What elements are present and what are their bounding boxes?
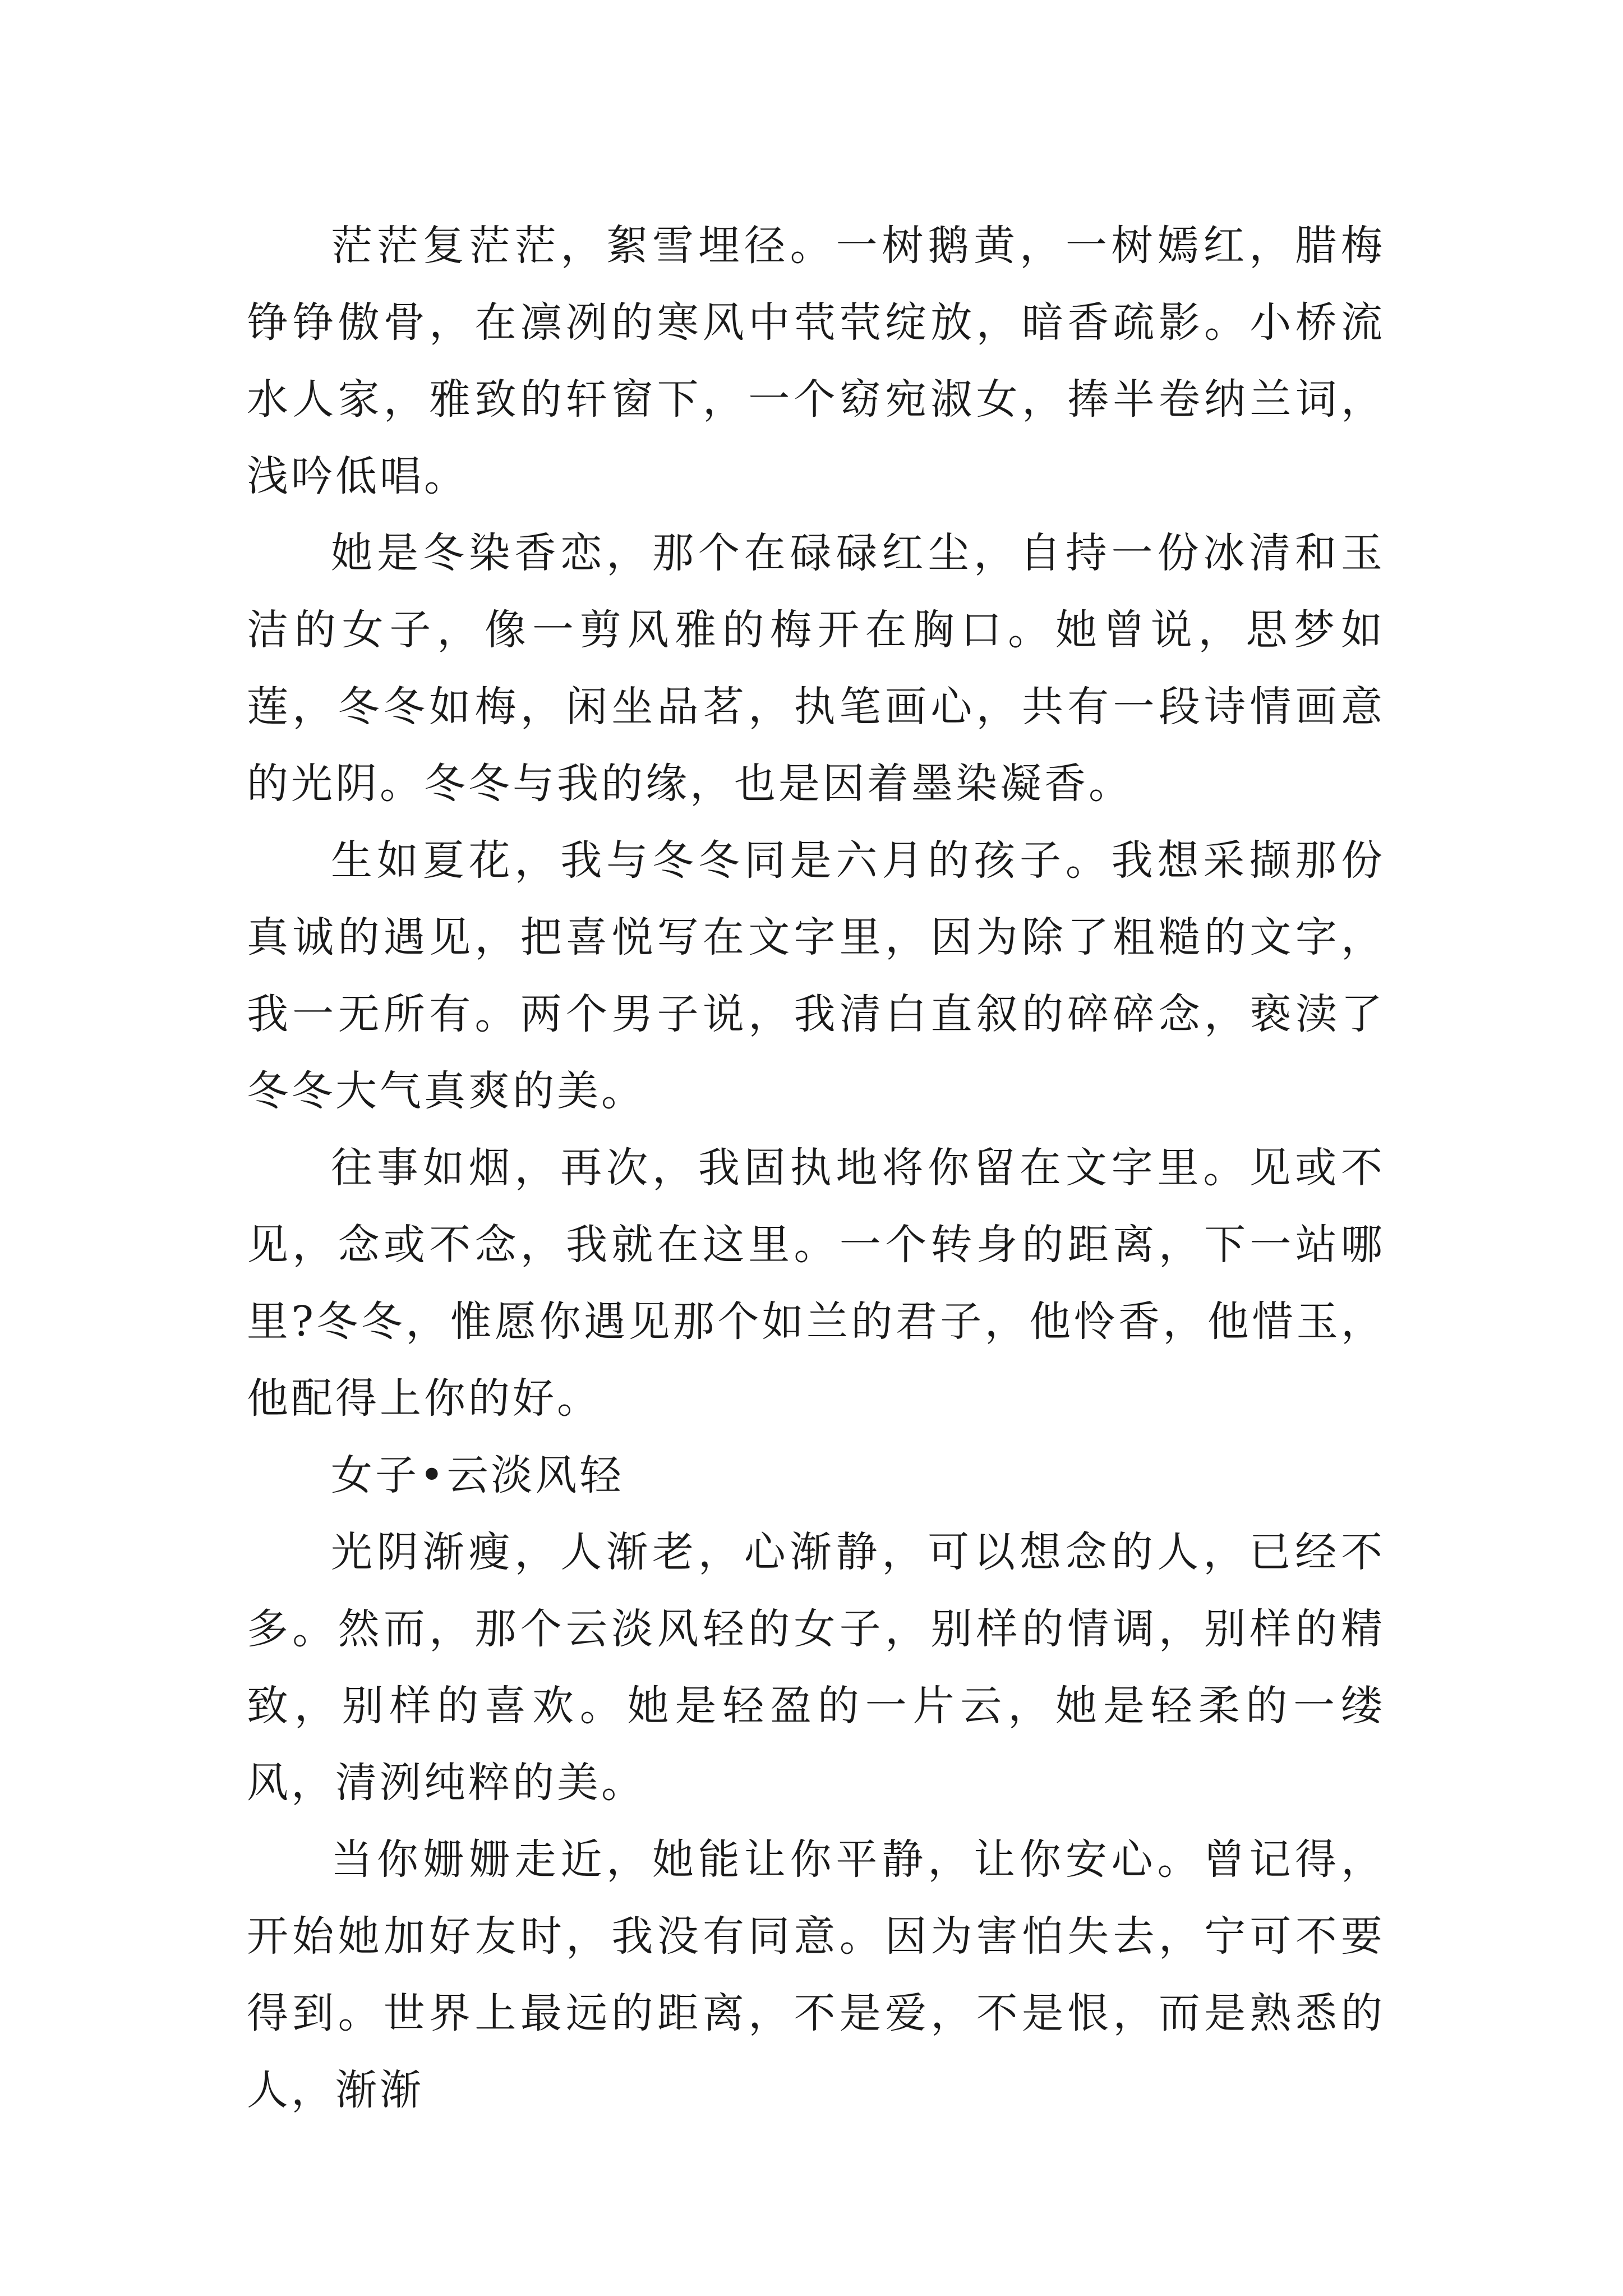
section-heading: 女子•云淡风轻 [331, 1451, 624, 1499]
paragraph-2: 她是冬染香恋，那个在碌碌红尘，自持一份冰清和玉洁的女子，像一剪风雅的梅开在胸口。她曾说，思梦如莲，冬冬如梅，闲坐品茗，执笔画心，共有一段诗情画意的光阴。冬冬与我的缘，也是因着墨染凝香。 [247, 529, 1385, 808]
paragraph-3: 生如夏花，我与冬冬同是六月的孩子。我想采撷那份真诚的遇见，把喜悦写在文字里，因为除了粗糙的文字，我一无所有。两个男子说，我清白直叙的碎碎念，亵渎了冬冬大气真爽的美。 [247, 836, 1385, 1115]
paragraph-5: 光阴渐瘦，人渐老，心渐静，可以想念的人，已经不多。然而，那个云淡风轻的女子，别样的情调，别样的精致，别样的喜欢。她是轻盈的一片云，她是轻柔的一缕风，清洌纯粹的美。 [247, 1528, 1385, 1807]
paragraph-1: 茫茫复茫茫，絮雪埋径。一树鹅黄，一树嫣红，腊梅铮铮傲骨，在凛冽的寒风中茕茕绽放，暗香疏影。小桥流水人家，雅致的轩窗下，一个窈宛淑女，捧半卷纳兰词，浅吟低唱。 [247, 222, 1385, 500]
paragraph-6: 当你姗姗走近，她能让你平静，让你安心。曾记得，开始她加好友时，我没有同意。因为害怕失去，宁可不要得到。世界上最远的距离，不是爱，不是恨，而是熟悉的人，渐渐 [247, 1835, 1385, 2114]
paragraph-4: 往事如烟，再次，我固执地将你留在文字里。见或不见，念或不念，我就在这里。一个转身的距离，下一站哪里?冬冬，惟愿你遇见那个如兰的君子，他怜香，他惜玉，他配得上你的好。 [247, 1144, 1385, 1423]
article-body [247, 208, 1385, 2129]
